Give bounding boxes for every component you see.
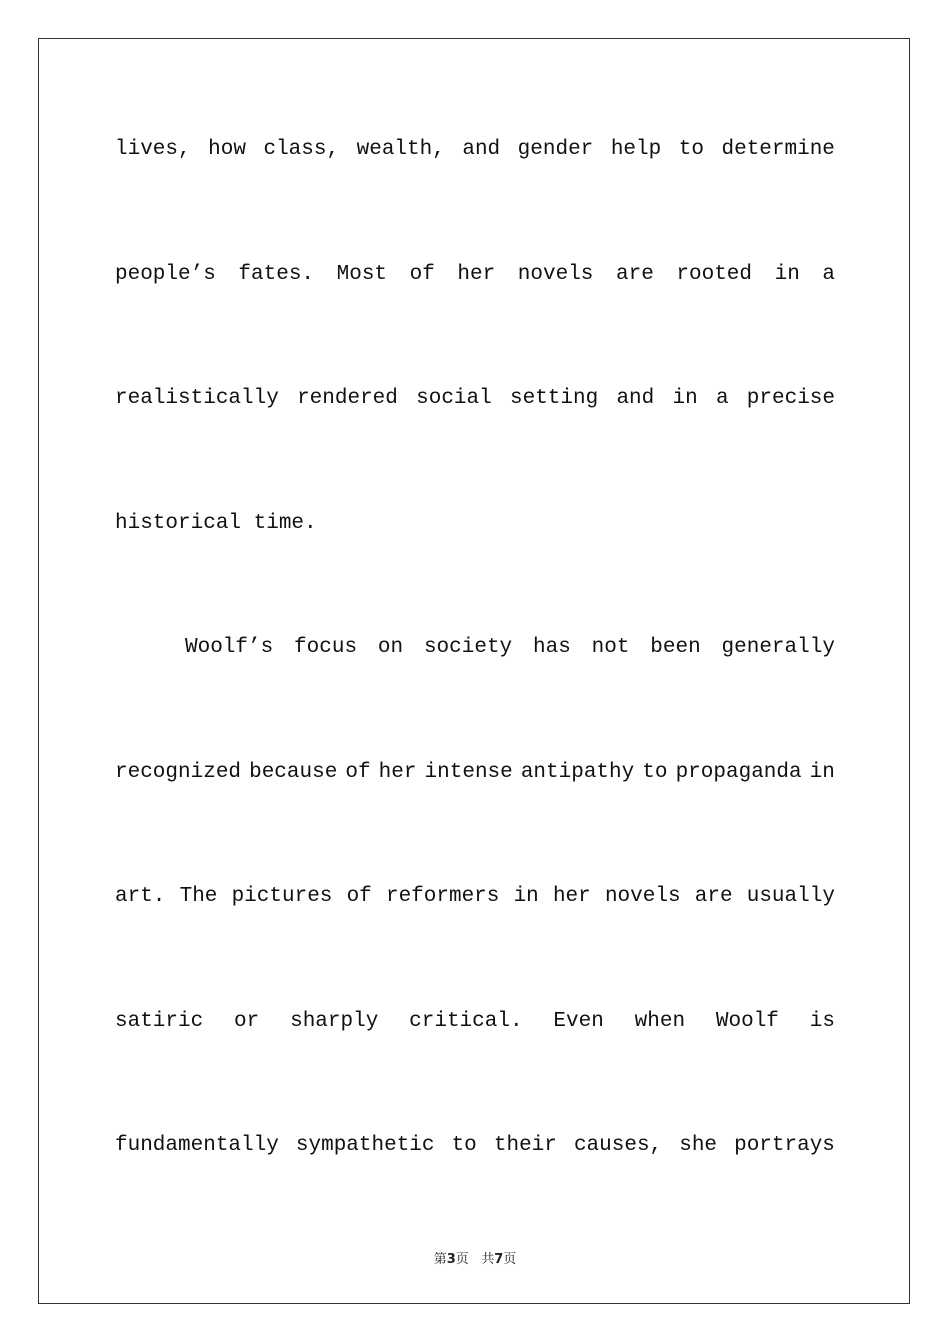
- word: when: [634, 1010, 686, 1033]
- word: in: [809, 761, 835, 784]
- page-border: [38, 38, 910, 1304]
- body-line-4: historical time.: [115, 512, 317, 535]
- word: rooted: [676, 263, 753, 286]
- word: focus: [294, 636, 358, 659]
- word: to: [678, 138, 704, 161]
- footer-page-suffix: 页: [455, 1252, 469, 1267]
- word: help: [610, 138, 662, 161]
- word: to: [451, 1134, 477, 1157]
- word: gender: [517, 138, 594, 161]
- body-line-6: [115, 759, 835, 787]
- word: wealth,: [356, 138, 445, 161]
- word: are: [694, 885, 733, 908]
- footer-total-prefix: 共: [481, 1252, 495, 1267]
- word: society: [423, 636, 513, 659]
- body-line-1: [115, 136, 835, 164]
- word: in: [513, 885, 539, 908]
- word: realistically: [115, 387, 279, 410]
- word: not: [591, 636, 630, 659]
- word: intense: [424, 761, 513, 784]
- word: The: [179, 885, 218, 908]
- word: to: [642, 761, 668, 784]
- word: critical.: [409, 1010, 523, 1033]
- word: novels: [604, 885, 681, 908]
- body-line-9: [115, 1132, 835, 1160]
- body-line-5-paragraph-start: [185, 634, 835, 662]
- word: a: [822, 263, 835, 286]
- word: in: [774, 263, 800, 286]
- word: Woolf: [715, 1010, 779, 1033]
- word: her: [378, 761, 417, 784]
- word: of: [409, 263, 435, 286]
- word: or: [234, 1010, 260, 1033]
- footer-total-suffix: 页: [503, 1252, 517, 1267]
- word: in: [672, 387, 698, 410]
- word: precise: [746, 387, 835, 410]
- word: Most: [336, 263, 388, 286]
- word: determine: [721, 138, 835, 161]
- word: sharply: [290, 1010, 379, 1033]
- word: sympathetic: [295, 1134, 435, 1157]
- word: class,: [263, 138, 340, 161]
- word: antipathy: [520, 761, 635, 784]
- word: of: [346, 885, 372, 908]
- word: art.: [115, 885, 166, 908]
- word: setting: [509, 387, 599, 410]
- footer-page-number: 3: [446, 1252, 456, 1267]
- word: reformers: [385, 885, 500, 908]
- word: people’s: [115, 263, 216, 286]
- word: social: [416, 387, 492, 410]
- footer-page-prefix: 第: [433, 1252, 447, 1267]
- body-line-7: [115, 883, 835, 911]
- word: lives,: [115, 138, 191, 161]
- word: pictures: [231, 885, 333, 908]
- word: recognized: [115, 761, 242, 784]
- word: usually: [746, 885, 835, 908]
- word: fundamentally: [115, 1134, 279, 1157]
- word: her: [552, 885, 591, 908]
- word: because: [249, 761, 338, 784]
- word: been: [650, 636, 701, 659]
- word: how: [208, 138, 246, 161]
- word: satiric: [115, 1010, 204, 1033]
- footer-total-pages: 7: [494, 1252, 504, 1267]
- word: their: [493, 1134, 557, 1157]
- word: she: [679, 1134, 718, 1157]
- word: novels: [517, 263, 594, 286]
- word: are: [616, 263, 654, 286]
- body-line-8: [115, 1008, 835, 1036]
- word: of: [345, 761, 371, 784]
- word: fates.: [238, 263, 315, 286]
- word: is: [809, 1010, 835, 1033]
- word: Woolf’s: [185, 636, 274, 659]
- body-line-2: [115, 261, 835, 289]
- word: her: [457, 263, 496, 286]
- word: Even: [553, 1010, 604, 1033]
- page-footer: [0, 1248, 950, 1267]
- word: and: [616, 387, 655, 410]
- word: portrays: [734, 1134, 835, 1157]
- word: generally: [721, 636, 835, 659]
- word: rendered: [297, 387, 398, 410]
- word: causes,: [573, 1134, 663, 1157]
- body-line-3: [115, 385, 835, 413]
- word: propaganda: [675, 761, 802, 784]
- word: a: [715, 387, 729, 410]
- word: and: [462, 138, 501, 161]
- word: on: [377, 636, 404, 659]
- word: has: [532, 636, 571, 659]
